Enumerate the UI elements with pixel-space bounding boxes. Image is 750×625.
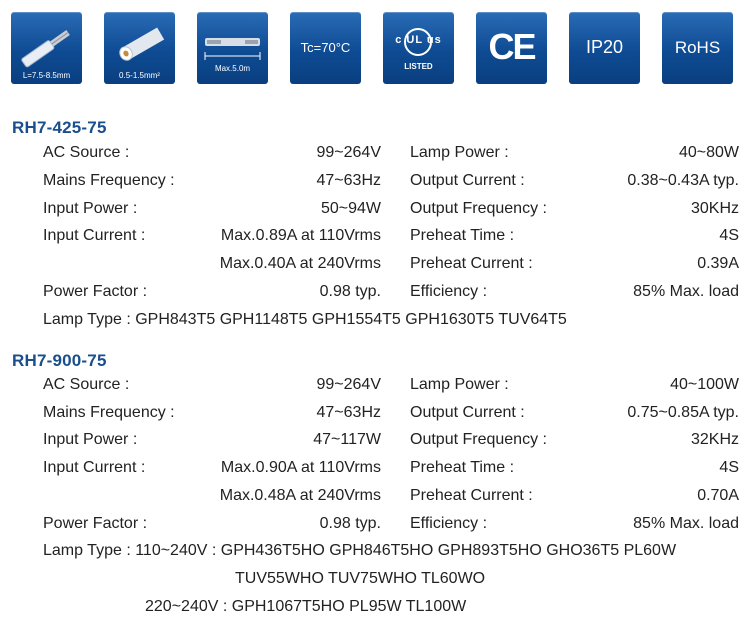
spec-value: Max.0.89A at 110Vrms	[220, 227, 381, 244]
ip20-icon	[569, 12, 640, 84]
spec-value: 0.98 typ.	[319, 515, 381, 532]
spec-row	[0, 141, 750, 165]
spec-label: AC Source :	[43, 144, 130, 161]
spec-value: 47~63Hz	[316, 172, 381, 189]
spec-value: 0.70A	[697, 487, 739, 504]
certification-icon-strip	[11, 12, 741, 92]
spec-row	[0, 373, 750, 397]
spec-row	[0, 169, 750, 193]
spec-label: Output Frequency :	[410, 431, 547, 448]
spec-label: Preheat Current :	[410, 487, 533, 504]
spec-value: Max.0.40A at 240Vrms	[219, 255, 381, 272]
spec-value: 85% Max. load	[633, 515, 739, 532]
spec-row	[0, 456, 750, 480]
spec-value: 50~94W	[320, 200, 381, 217]
spec-label: Input Current :	[43, 227, 146, 244]
spec-value: Max.0.90A at 110Vrms	[220, 459, 381, 476]
lamp-type-line: TUV55WHO TUV75WHO TL60WO	[235, 570, 486, 587]
rohs-icon	[662, 12, 733, 84]
spec-label: Output Current :	[410, 172, 525, 189]
spec-row	[0, 224, 750, 248]
spec-value: 99~264V	[316, 144, 381, 161]
spec-label: Efficiency :	[410, 515, 488, 532]
spec-value: 0.38~0.43A typ.	[627, 172, 739, 189]
spec-value: 99~264V	[316, 376, 381, 393]
spec-row	[0, 484, 750, 508]
spec-label: Input Power :	[43, 200, 138, 217]
strip-length-caption: L=7.5-8.5mm	[22, 71, 71, 80]
spec-row	[0, 401, 750, 425]
spec-value: 0.39A	[697, 255, 739, 272]
lamp-type-line: Lamp Type : GPH843T5 GPH1148T5 GPH1554T5 GPH1630T5 TUV64T5	[43, 311, 567, 328]
spec-label: Output Frequency :	[410, 200, 547, 217]
spec-row	[0, 512, 750, 536]
spec-value: 4S	[719, 459, 739, 476]
spec-value: 40~100W	[670, 376, 739, 393]
spec-label: Preheat Time :	[410, 459, 515, 476]
spec-value: 30KHz	[690, 200, 739, 217]
spec-label: Lamp Power :	[410, 144, 509, 161]
spec-label: Efficiency :	[410, 283, 488, 300]
spec-value: Max.0.48A at 240Vrms	[219, 487, 381, 504]
spec-value: 4S	[719, 227, 739, 244]
ul-listed-icon	[383, 12, 454, 84]
wire-cross-section-icon	[104, 12, 175, 84]
spec-value: 47~63Hz	[316, 404, 381, 421]
spec-row	[0, 252, 750, 276]
spec-label: Lamp Power :	[410, 376, 509, 393]
temperature-text: Tc=70°C	[300, 40, 351, 55]
spec-value: 85% Max. load	[633, 283, 739, 300]
spec-label: Preheat Time :	[410, 227, 515, 244]
spec-label: Power Factor :	[43, 515, 148, 532]
wire-size-caption: 0.5-1.5mm²	[119, 71, 160, 80]
spec-row	[0, 197, 750, 221]
ip20-text: IP20	[585, 37, 624, 57]
model-title: RH7-900-75	[12, 351, 107, 370]
spec-value: 0.75~0.85A typ.	[627, 404, 739, 421]
spec-value: 32KHz	[690, 431, 739, 448]
spec-label: Preheat Current :	[410, 255, 533, 272]
lamp-type-line: 220~240V : GPH1067T5HO PL95W TL100W	[145, 598, 467, 615]
cable-length-icon	[197, 12, 268, 84]
spec-label: Output Current :	[410, 404, 525, 421]
model-title: RH7-425-75	[12, 118, 107, 137]
spec-row	[0, 280, 750, 304]
rohs-text: RoHS	[674, 38, 721, 57]
temperature-icon	[290, 12, 361, 84]
spec-label: Power Factor :	[43, 283, 148, 300]
cable-length-caption: Max.5.0m	[214, 64, 251, 73]
ce-mark-icon	[476, 12, 547, 84]
spec-row	[0, 428, 750, 452]
ul-listed-caption: LISTED	[404, 62, 433, 71]
spec-label: Mains Frequency :	[43, 404, 175, 421]
ce-mark-text: CE	[488, 26, 535, 67]
spec-label: Mains Frequency :	[43, 172, 175, 189]
spec-value: 47~117W	[313, 431, 381, 448]
lamp-type-line: Lamp Type : 110~240V : GPH436T5HO GPH846T5HO GPH893T5HO GHO36T5 PL60W	[43, 542, 677, 559]
spec-value: 0.98 typ.	[319, 283, 381, 300]
cable-strip-icon	[11, 12, 82, 84]
spec-label: AC Source :	[43, 376, 130, 393]
ul-mark-text: c UL us	[395, 34, 442, 46]
spec-label: Input Current :	[43, 459, 146, 476]
spec-value: 40~80W	[678, 144, 739, 161]
spec-label: Input Power :	[43, 431, 138, 448]
